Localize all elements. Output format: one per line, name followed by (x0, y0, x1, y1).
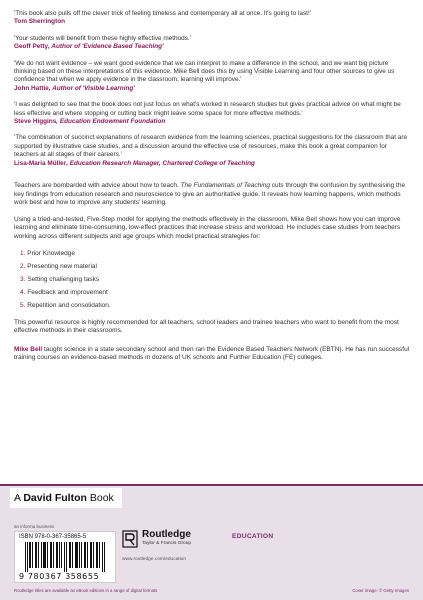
quote-text: 'The combination of succinct explanations of research evidence from the learning sciences, practical suggestions for the classroom that are supported by illustrative case studies, and a discussion around the effective use of resources, make this book a great companion for teachers at all stages of their careers.' (14, 134, 408, 159)
quote-5 (14, 134, 410, 168)
quote-author: Geoff Petty, Author of 'Evidence Based Teaching' (14, 43, 164, 51)
quote-author: Lisa-Maria Müller, Education Research Manager, Chartered College of Teaching (14, 159, 255, 167)
informa-label: an informa business (14, 524, 55, 529)
quote-4 (14, 101, 410, 126)
description-paragraph-2: Using a tried-and-tested, Five-Step model for applying the methods effectively in the classroom, Mike Bell shows how you can improve learning and eliminate time-consuming, low-effect practices that increase stress and workload. He includes case studies from teachers working across different subjects and age groups which model practical strategies for: (14, 215, 401, 241)
barcode-icon (25, 542, 109, 572)
quote-author: Steve Higgins, Education Endowment Foundation (14, 118, 166, 126)
description-paragraph-1: Teachers are bombarded with advice about how to teach. The Fundamentals of Teaching cuts through the confusion by synthesising the key findings from education research and neuroscience to give an authoritative guide. It reveals how learning happens, which methods work best and how to improve any students' learning. (14, 182, 406, 207)
isbn-label: ISBN 978-0-367-35865-5 (19, 534, 87, 540)
imprint-label: A David Fulton Book (14, 492, 114, 504)
ebook-note: Routledge titles are available as eBook editions in a range of digital formats (14, 588, 158, 593)
list-item: 5. Repetition and consolidation. (20, 302, 111, 310)
barcode-digits: 9 780367 358655 (19, 572, 100, 581)
description-paragraph-3: This powerful resource is highly recommended for all teachers, school leaders and trainee teachers who want to benefit from the most effective methods in their classrooms. (14, 318, 399, 335)
quote-2 (14, 35, 410, 52)
quote-1 (14, 10, 410, 27)
list-item: 2. Presenting new material (20, 262, 97, 270)
quote-3 (14, 60, 410, 94)
author-bio: Mike Bell taught science in a state secondary school and then ran the Evidence Based Teachers Network (EBTN). He has run successful training courses on evidence-based methods in dozens of UK schools and Further Education (FE) colleges. (14, 345, 410, 362)
steps-list (20, 250, 410, 311)
list-item: 1. Prior Knowledge (20, 249, 75, 257)
barcode (14, 531, 116, 583)
publisher-name: Routledge (142, 529, 191, 540)
quote-author: John Hattie, Author of 'Visible Learning' (14, 84, 135, 92)
image-credit: Cover image: © Getty Images (352, 588, 409, 593)
publisher-url[interactable]: www.routledge.com/education (122, 557, 186, 562)
back-cover-text (14, 10, 410, 371)
list-item: 3. Setting challenging tasks (20, 275, 100, 283)
quote-text: 'We do not want evidence – we want good evidence that we can interpret to make a difference in the school, and we want big picture thinking based on these interpretations of this evidence. Mike Bell does this by using Visible Learning and four other sources to give us confidence that when we apply evidence in the classroom, learning will improve.' (14, 59, 395, 84)
publisher-group: Taylor & Francis Group (142, 541, 192, 546)
quote-text: 'This book also pulls off the clever trick of feeling timeless and contemporary all at once. It's going to last!' (14, 10, 311, 17)
list-item: 4. Feedback and improvement (20, 288, 108, 296)
category-label: EDUCATION (232, 533, 274, 540)
quote-text: 'I was delighted to see that the book does not just focus on what's worked in research studies but gives practical advice on what might be less effective and where stopping or cutting back might leave some space for more effective methods.' (14, 101, 401, 117)
quote-author: Tom Sherrington (14, 18, 66, 26)
quote-text: 'Your students will benefit from these highly effective methods.' (14, 34, 191, 42)
routledge-logo-icon (122, 530, 138, 548)
